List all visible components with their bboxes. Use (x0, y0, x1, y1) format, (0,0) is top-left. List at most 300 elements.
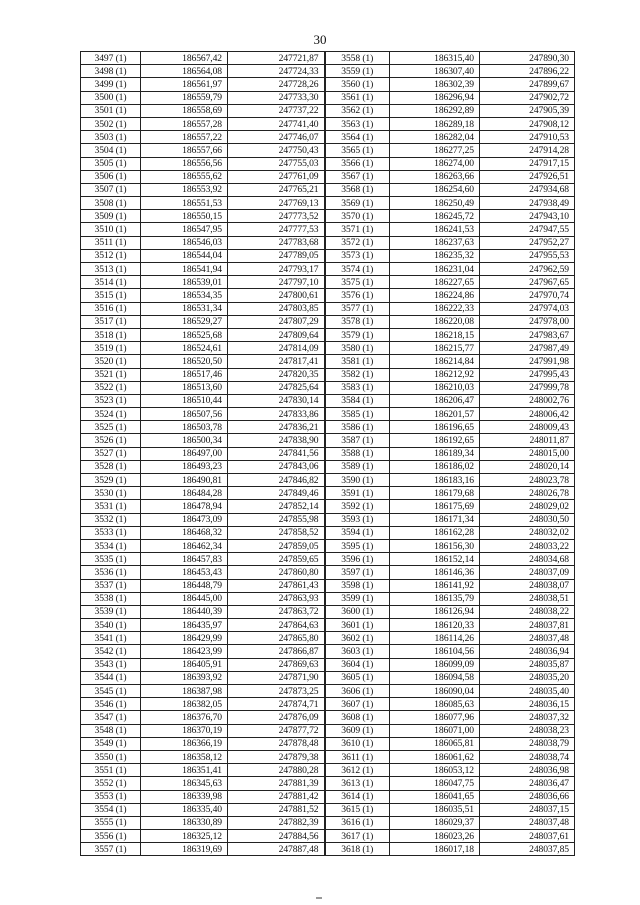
x-coordinate-right: 186061,62 (390, 750, 480, 763)
x-coordinate-right: 186126,94 (390, 605, 480, 618)
point-id-left: 3557 (1) (81, 843, 141, 856)
x-coordinate-left: 186319,69 (141, 843, 228, 856)
y-coordinate-right: 247952,27 (480, 236, 575, 249)
x-coordinate-right: 186196,65 (390, 421, 480, 434)
x-coordinate-left: 186370,19 (141, 724, 228, 737)
point-id-left: 3522 (1) (81, 381, 141, 394)
y-coordinate-right: 247896,22 (480, 65, 575, 78)
x-coordinate-left: 186453,43 (141, 566, 228, 579)
x-coordinate-right: 186254,60 (390, 183, 480, 196)
x-coordinate-left: 186358,12 (141, 750, 228, 763)
x-coordinate-left: 186405,91 (141, 658, 228, 671)
table-row (81, 408, 575, 421)
x-coordinate-left: 186429,99 (141, 632, 228, 645)
x-coordinate-left: 186393,92 (141, 671, 228, 684)
table-row (81, 315, 575, 328)
table-row (81, 737, 575, 750)
x-coordinate-right: 186218,15 (390, 328, 480, 341)
y-coordinate-right: 248038,07 (480, 579, 575, 592)
point-id-left: 3543 (1) (81, 658, 141, 671)
x-coordinate-right: 186315,40 (390, 52, 480, 65)
x-coordinate-right: 186017,18 (390, 843, 480, 856)
y-coordinate-left: 247884,56 (228, 830, 325, 843)
point-id-right: 3614 (1) (325, 790, 390, 803)
y-coordinate-right: 248026,78 (480, 487, 575, 500)
table-row (81, 605, 575, 618)
point-id-left: 3530 (1) (81, 487, 141, 500)
point-id-right: 3606 (1) (325, 685, 390, 698)
y-coordinate-left: 247761,09 (228, 170, 325, 183)
x-coordinate-right: 186302,39 (390, 78, 480, 91)
y-coordinate-right: 248037,85 (480, 843, 575, 856)
y-coordinate-left: 247809,64 (228, 328, 325, 341)
table-row (81, 698, 575, 711)
point-id-left: 3534 (1) (81, 539, 141, 552)
point-id-right: 3594 (1) (325, 526, 390, 539)
point-id-left: 3500 (1) (81, 91, 141, 104)
point-id-right: 3585 (1) (325, 408, 390, 421)
y-coordinate-right: 248038,74 (480, 750, 575, 763)
y-coordinate-right: 248032,02 (480, 526, 575, 539)
coordinates-table (80, 51, 575, 856)
point-id-left: 3529 (1) (81, 474, 141, 487)
table-row (81, 394, 575, 407)
x-coordinate-right: 186146,36 (390, 566, 480, 579)
y-coordinate-right: 247902,72 (480, 91, 575, 104)
table-row (81, 117, 575, 130)
table-row (81, 566, 575, 579)
x-coordinate-left: 186468,32 (141, 526, 228, 539)
point-id-right: 3564 (1) (325, 131, 390, 144)
x-coordinate-left: 186351,41 (141, 764, 228, 777)
x-coordinate-right: 186189,34 (390, 447, 480, 460)
x-coordinate-left: 186513,60 (141, 381, 228, 394)
y-coordinate-right: 247926,51 (480, 170, 575, 183)
x-coordinate-right: 186235,32 (390, 249, 480, 262)
x-coordinate-left: 186376,70 (141, 711, 228, 724)
y-coordinate-right: 247970,74 (480, 289, 575, 302)
point-id-right: 3577 (1) (325, 302, 390, 315)
x-coordinate-left: 186544,04 (141, 249, 228, 262)
x-coordinate-right: 186077,96 (390, 711, 480, 724)
x-coordinate-left: 186546,03 (141, 236, 228, 249)
y-coordinate-right: 248030,50 (480, 513, 575, 526)
point-id-right: 3601 (1) (325, 619, 390, 632)
x-coordinate-right: 186274,00 (390, 157, 480, 170)
point-id-left: 3548 (1) (81, 724, 141, 737)
x-coordinate-left: 186567,42 (141, 52, 228, 65)
x-coordinate-right: 186085,63 (390, 698, 480, 711)
x-coordinate-left: 186524,61 (141, 342, 228, 355)
table-row (81, 223, 575, 236)
table-row (81, 685, 575, 698)
table-row (81, 513, 575, 526)
y-coordinate-right: 248037,48 (480, 816, 575, 829)
table-row (81, 249, 575, 262)
point-id-right: 3592 (1) (325, 500, 390, 513)
y-coordinate-left: 247820,35 (228, 368, 325, 381)
point-id-left: 3537 (1) (81, 579, 141, 592)
x-coordinate-left: 186478,94 (141, 500, 228, 513)
point-id-left: 3541 (1) (81, 632, 141, 645)
table-row (81, 632, 575, 645)
y-coordinate-right: 248036,66 (480, 790, 575, 803)
point-id-left: 3514 (1) (81, 276, 141, 289)
point-id-left: 3498 (1) (81, 65, 141, 78)
x-coordinate-left: 186345,63 (141, 777, 228, 790)
y-coordinate-left: 247803,85 (228, 302, 325, 315)
y-coordinate-left: 247873,25 (228, 685, 325, 698)
table-row (81, 830, 575, 843)
point-id-right: 3598 (1) (325, 579, 390, 592)
point-id-left: 3499 (1) (81, 78, 141, 91)
y-coordinate-right: 247974,03 (480, 302, 575, 315)
x-coordinate-right: 186201,57 (390, 408, 480, 421)
table-row (81, 579, 575, 592)
y-coordinate-left: 247863,93 (228, 592, 325, 605)
point-id-right: 3597 (1) (325, 566, 390, 579)
point-id-left: 3552 (1) (81, 777, 141, 790)
x-coordinate-right: 186104,56 (390, 645, 480, 658)
x-coordinate-right: 186296,94 (390, 91, 480, 104)
table-row (81, 144, 575, 157)
point-id-right: 3593 (1) (325, 513, 390, 526)
x-coordinate-left: 186325,12 (141, 830, 228, 843)
y-coordinate-right: 248029,02 (480, 500, 575, 513)
point-id-right: 3579 (1) (325, 328, 390, 341)
x-coordinate-left: 186541,94 (141, 263, 228, 276)
y-coordinate-left: 247825,64 (228, 381, 325, 394)
table-row (81, 104, 575, 117)
table-row (81, 276, 575, 289)
x-coordinate-right: 186171,34 (390, 513, 480, 526)
x-coordinate-right: 186156,30 (390, 539, 480, 552)
table-row (81, 355, 575, 368)
y-coordinate-left: 247724,33 (228, 65, 325, 78)
point-id-left: 3523 (1) (81, 394, 141, 407)
y-coordinate-left: 247878,48 (228, 737, 325, 750)
point-id-right: 3571 (1) (325, 223, 390, 236)
y-coordinate-left: 247887,48 (228, 843, 325, 856)
y-coordinate-right: 247905,39 (480, 104, 575, 117)
y-coordinate-right: 248036,98 (480, 764, 575, 777)
point-id-left: 3511 (1) (81, 236, 141, 249)
point-id-right: 3560 (1) (325, 78, 390, 91)
point-id-left: 3546 (1) (81, 698, 141, 711)
x-coordinate-right: 186029,37 (390, 816, 480, 829)
point-id-right: 3605 (1) (325, 671, 390, 684)
x-coordinate-left: 186484,28 (141, 487, 228, 500)
x-coordinate-left: 186551,53 (141, 197, 228, 210)
y-coordinate-left: 247789,05 (228, 249, 325, 262)
x-coordinate-right: 186224,86 (390, 289, 480, 302)
y-coordinate-left: 247769,13 (228, 197, 325, 210)
x-coordinate-left: 186517,46 (141, 368, 228, 381)
y-coordinate-left: 247880,28 (228, 764, 325, 777)
y-coordinate-left: 247864,63 (228, 619, 325, 632)
point-id-right: 3569 (1) (325, 197, 390, 210)
table-row (81, 421, 575, 434)
x-coordinate-right: 186292,89 (390, 104, 480, 117)
x-coordinate-left: 186445,00 (141, 592, 228, 605)
x-coordinate-right: 186071,00 (390, 724, 480, 737)
x-coordinate-left: 186382,05 (141, 698, 228, 711)
point-id-left: 3539 (1) (81, 605, 141, 618)
y-coordinate-left: 247871,90 (228, 671, 325, 684)
table-row (81, 790, 575, 803)
x-coordinate-left: 186547,95 (141, 223, 228, 236)
point-id-right: 3576 (1) (325, 289, 390, 302)
x-coordinate-right: 186099,09 (390, 658, 480, 671)
point-id-left: 3519 (1) (81, 342, 141, 355)
y-coordinate-left: 247879,38 (228, 750, 325, 763)
y-coordinate-right: 247938,49 (480, 197, 575, 210)
table-row (81, 368, 575, 381)
y-coordinate-right: 247914,28 (480, 144, 575, 157)
x-coordinate-left: 186497,00 (141, 447, 228, 460)
y-coordinate-left: 247846,82 (228, 474, 325, 487)
point-id-left: 3547 (1) (81, 711, 141, 724)
y-coordinate-left: 247750,43 (228, 144, 325, 157)
point-id-right: 3562 (1) (325, 104, 390, 117)
point-id-left: 3536 (1) (81, 566, 141, 579)
y-coordinate-left: 247797,10 (228, 276, 325, 289)
point-id-right: 3607 (1) (325, 698, 390, 711)
point-id-left: 3521 (1) (81, 368, 141, 381)
y-coordinate-right: 247967,65 (480, 276, 575, 289)
x-coordinate-right: 186065,81 (390, 737, 480, 750)
x-coordinate-right: 186120,33 (390, 619, 480, 632)
table-row (81, 816, 575, 829)
table-row (81, 197, 575, 210)
y-coordinate-left: 247866,87 (228, 645, 325, 658)
y-coordinate-right: 248036,15 (480, 698, 575, 711)
y-coordinate-right: 248002,76 (480, 394, 575, 407)
y-coordinate-left: 247830,14 (228, 394, 325, 407)
y-coordinate-right: 248035,20 (480, 671, 575, 684)
x-coordinate-left: 186561,97 (141, 78, 228, 91)
x-coordinate-right: 186231,04 (390, 263, 480, 276)
point-id-left: 3542 (1) (81, 645, 141, 658)
y-coordinate-right: 248023,78 (480, 474, 575, 487)
point-id-right: 3599 (1) (325, 592, 390, 605)
point-id-left: 3556 (1) (81, 830, 141, 843)
point-id-left: 3554 (1) (81, 803, 141, 816)
x-coordinate-left: 186462,34 (141, 539, 228, 552)
point-id-right: 3596 (1) (325, 553, 390, 566)
table-row (81, 711, 575, 724)
point-id-right: 3616 (1) (325, 816, 390, 829)
y-coordinate-right: 247934,68 (480, 183, 575, 196)
point-id-right: 3588 (1) (325, 447, 390, 460)
y-coordinate-right: 247943,10 (480, 210, 575, 223)
point-id-right: 3610 (1) (325, 737, 390, 750)
point-id-right: 3613 (1) (325, 777, 390, 790)
table-row (81, 671, 575, 684)
point-id-left: 3506 (1) (81, 170, 141, 183)
x-coordinate-left: 186448,79 (141, 579, 228, 592)
y-coordinate-right: 248037,81 (480, 619, 575, 632)
y-coordinate-right: 248037,61 (480, 830, 575, 843)
point-id-right: 3568 (1) (325, 183, 390, 196)
point-id-left: 3553 (1) (81, 790, 141, 803)
x-coordinate-left: 186525,68 (141, 328, 228, 341)
y-coordinate-right: 247947,55 (480, 223, 575, 236)
y-coordinate-left: 247841,56 (228, 447, 325, 460)
x-coordinate-right: 186282,04 (390, 131, 480, 144)
x-coordinate-right: 186094,58 (390, 671, 480, 684)
x-coordinate-right: 186250,49 (390, 197, 480, 210)
x-coordinate-left: 186510,44 (141, 394, 228, 407)
y-coordinate-right: 247978,00 (480, 315, 575, 328)
y-coordinate-left: 247777,53 (228, 223, 325, 236)
x-coordinate-right: 186047,75 (390, 777, 480, 790)
point-id-right: 3575 (1) (325, 276, 390, 289)
y-coordinate-left: 247793,17 (228, 263, 325, 276)
y-coordinate-right: 247991,98 (480, 355, 575, 368)
y-coordinate-left: 247877,72 (228, 724, 325, 737)
x-coordinate-right: 186023,26 (390, 830, 480, 843)
page-number: 30 (313, 32, 327, 47)
x-coordinate-left: 186507,56 (141, 408, 228, 421)
point-id-left: 3524 (1) (81, 408, 141, 421)
table-row (81, 724, 575, 737)
table-row (81, 447, 575, 460)
x-coordinate-right: 186186,02 (390, 460, 480, 473)
point-id-left: 3540 (1) (81, 619, 141, 632)
x-coordinate-left: 186435,97 (141, 619, 228, 632)
point-id-left: 3518 (1) (81, 328, 141, 341)
y-coordinate-left: 247833,86 (228, 408, 325, 421)
x-coordinate-right: 186041,65 (390, 790, 480, 803)
point-id-left: 3505 (1) (81, 157, 141, 170)
y-coordinate-right: 248036,47 (480, 777, 575, 790)
point-id-left: 3517 (1) (81, 315, 141, 328)
table-row (81, 658, 575, 671)
table-row (81, 777, 575, 790)
table-row (81, 183, 575, 196)
point-id-right: 3609 (1) (325, 724, 390, 737)
y-coordinate-left: 247783,68 (228, 236, 325, 249)
x-coordinate-left: 186440,39 (141, 605, 228, 618)
table-row (81, 236, 575, 249)
y-coordinate-right: 248037,48 (480, 632, 575, 645)
table-row (81, 487, 575, 500)
y-coordinate-right: 248035,87 (480, 658, 575, 671)
y-coordinate-right: 248020,14 (480, 460, 575, 473)
y-coordinate-right: 248015,00 (480, 447, 575, 460)
y-coordinate-right: 248038,79 (480, 737, 575, 750)
y-coordinate-left: 247807,29 (228, 315, 325, 328)
table-row (81, 381, 575, 394)
y-coordinate-right: 248035,40 (480, 685, 575, 698)
point-id-right: 3586 (1) (325, 421, 390, 434)
point-id-right: 3583 (1) (325, 381, 390, 394)
x-coordinate-left: 186493,23 (141, 460, 228, 473)
point-id-left: 3526 (1) (81, 434, 141, 447)
point-id-right: 3570 (1) (325, 210, 390, 223)
point-id-left: 3504 (1) (81, 144, 141, 157)
x-coordinate-right: 186192,65 (390, 434, 480, 447)
y-coordinate-right: 248009,43 (480, 421, 575, 434)
table-row (81, 434, 575, 447)
y-coordinate-right: 247917,15 (480, 157, 575, 170)
x-coordinate-left: 186556,56 (141, 157, 228, 170)
y-coordinate-right: 247890,30 (480, 52, 575, 65)
point-id-right: 3584 (1) (325, 394, 390, 407)
table-row (81, 78, 575, 91)
table-row (81, 460, 575, 473)
point-id-left: 3544 (1) (81, 671, 141, 684)
y-coordinate-left: 247800,61 (228, 289, 325, 302)
point-id-left: 3502 (1) (81, 117, 141, 130)
x-coordinate-left: 186457,83 (141, 553, 228, 566)
point-id-right: 3618 (1) (325, 843, 390, 856)
table-row (81, 157, 575, 170)
y-coordinate-left: 247773,52 (228, 210, 325, 223)
table-row (81, 539, 575, 552)
y-coordinate-left: 247863,72 (228, 605, 325, 618)
y-coordinate-right: 247899,67 (480, 78, 575, 91)
point-id-left: 3555 (1) (81, 816, 141, 829)
y-coordinate-left: 247814,09 (228, 342, 325, 355)
y-coordinate-left: 247843,06 (228, 460, 325, 473)
y-coordinate-left: 247733,30 (228, 91, 325, 104)
point-id-right: 3600 (1) (325, 605, 390, 618)
table-row (81, 170, 575, 183)
table-row (81, 474, 575, 487)
point-id-right: 3582 (1) (325, 368, 390, 381)
x-coordinate-right: 186053,12 (390, 764, 480, 777)
x-coordinate-right: 186215,77 (390, 342, 480, 355)
x-coordinate-left: 186553,92 (141, 183, 228, 196)
y-coordinate-right: 248037,32 (480, 711, 575, 724)
y-coordinate-left: 247836,21 (228, 421, 325, 434)
x-coordinate-right: 186263,66 (390, 170, 480, 183)
y-coordinate-left: 247746,07 (228, 131, 325, 144)
point-id-left: 3550 (1) (81, 750, 141, 763)
x-coordinate-right: 186114,26 (390, 632, 480, 645)
x-coordinate-right: 186277,25 (390, 144, 480, 157)
x-coordinate-right: 186162,28 (390, 526, 480, 539)
point-id-left: 3520 (1) (81, 355, 141, 368)
y-coordinate-left: 247838,90 (228, 434, 325, 447)
y-coordinate-left: 247882,39 (228, 816, 325, 829)
table-row (81, 645, 575, 658)
y-coordinate-right: 247999,78 (480, 381, 575, 394)
x-coordinate-left: 186387,98 (141, 685, 228, 698)
x-coordinate-left: 186531,34 (141, 302, 228, 315)
x-coordinate-left: 186529,27 (141, 315, 228, 328)
y-coordinate-right: 247987,49 (480, 342, 575, 355)
x-coordinate-right: 186179,68 (390, 487, 480, 500)
point-id-right: 3561 (1) (325, 91, 390, 104)
point-id-left: 3516 (1) (81, 302, 141, 315)
x-coordinate-right: 186212,92 (390, 368, 480, 381)
point-id-right: 3617 (1) (325, 830, 390, 843)
table-row (81, 592, 575, 605)
x-coordinate-right: 186090,04 (390, 685, 480, 698)
point-id-left: 3509 (1) (81, 210, 141, 223)
point-id-right: 3602 (1) (325, 632, 390, 645)
point-id-right: 3595 (1) (325, 539, 390, 552)
y-coordinate-left: 247861,43 (228, 579, 325, 592)
x-coordinate-left: 186557,28 (141, 117, 228, 130)
y-coordinate-left: 247858,52 (228, 526, 325, 539)
x-coordinate-left: 186335,40 (141, 803, 228, 816)
y-coordinate-left: 247876,09 (228, 711, 325, 724)
table-row (81, 302, 575, 315)
